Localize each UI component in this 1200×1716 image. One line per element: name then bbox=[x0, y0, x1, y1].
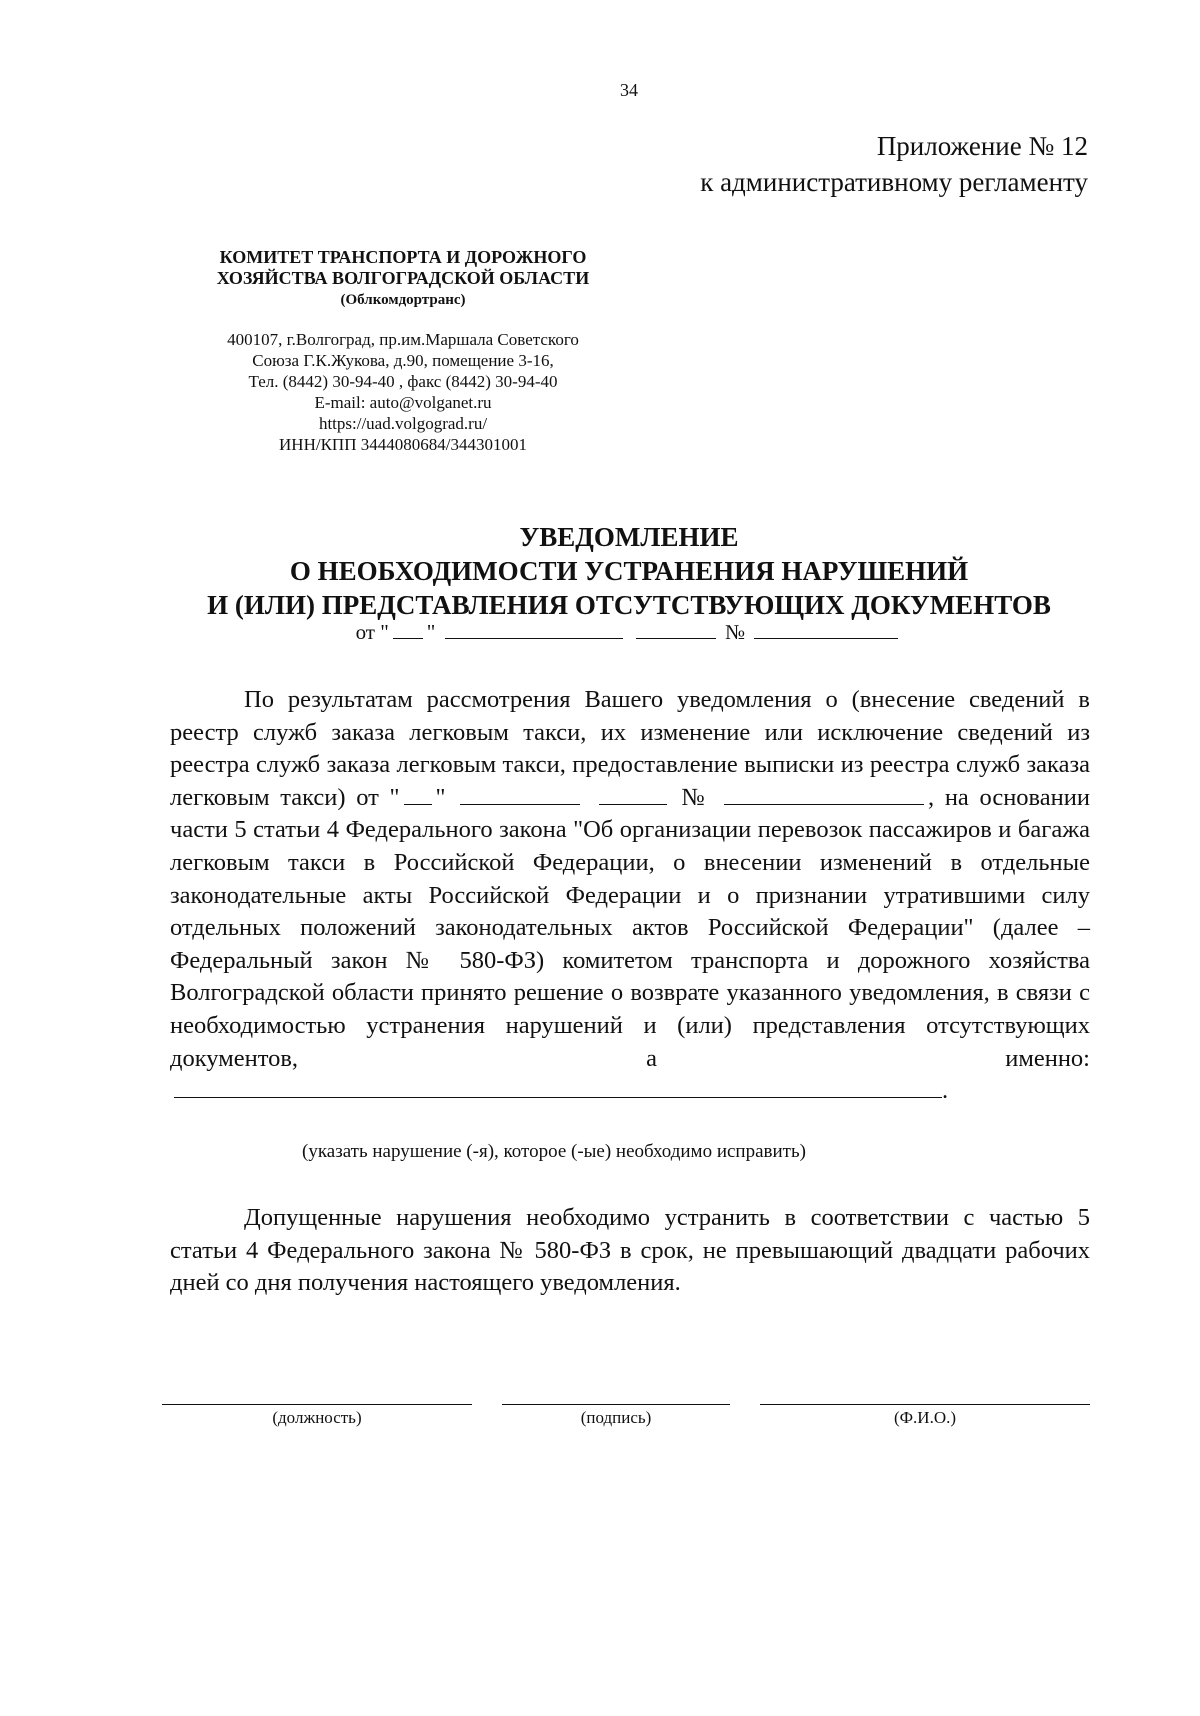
ref-month-blank bbox=[460, 786, 580, 805]
date-month-blank bbox=[445, 620, 623, 639]
org-contacts bbox=[186, 329, 620, 455]
number-blank bbox=[754, 620, 898, 639]
violation-blank bbox=[174, 1079, 942, 1098]
org-website: https://uad.volgograd.ru/ bbox=[318, 414, 488, 433]
title-line3: И (ИЛИ) ПРЕДСТАВЛЕНИЯ ОТСУТСТВУЮЩИХ ДОКУМЕНТОВ bbox=[207, 590, 1051, 620]
signature-sign bbox=[502, 1404, 730, 1428]
body1-end: . bbox=[942, 1077, 949, 1105]
body1-quote-close: " bbox=[435, 783, 446, 811]
body1-number-label: № bbox=[681, 783, 710, 811]
organization-block bbox=[186, 247, 620, 455]
signature-position bbox=[162, 1404, 472, 1428]
main-paragraph bbox=[170, 684, 1090, 1108]
date-number-line bbox=[0, 620, 1200, 645]
date-from-label: от " bbox=[355, 620, 389, 644]
ref-day-blank bbox=[404, 786, 432, 805]
org-inn: ИНН/КПП 3444080684/344301001 bbox=[279, 435, 527, 454]
org-short-name: (Облкомдортранс) bbox=[340, 292, 466, 308]
org-email: E-mail: auto@volganet.ru bbox=[314, 393, 492, 412]
ref-number-blank bbox=[724, 786, 924, 805]
date-day-blank bbox=[393, 620, 423, 639]
org-name-line2: ХОЗЯЙСТВА ВОЛГОГРАДСКОЙ ОБЛАСТИ bbox=[216, 268, 590, 288]
appendix-number: Приложение № 12 bbox=[876, 131, 1088, 161]
date-year-blank bbox=[636, 620, 716, 639]
position-caption: (должность) bbox=[162, 1404, 472, 1428]
signature-caption: (подпись) bbox=[502, 1404, 730, 1428]
date-quote-close: " bbox=[426, 620, 436, 644]
org-address-line1: 400107, г.Волгоград, пр.им.Маршала Советского bbox=[227, 330, 579, 349]
org-name-line1: КОМИТЕТ ТРАНСПОРТА И ДОРОЖНОГО bbox=[219, 247, 587, 267]
org-address-line2: Союза Г.К.Жукова, д.90, помещение 3-16, bbox=[252, 351, 554, 370]
title-line1: УВЕДОМЛЕНИЕ bbox=[519, 522, 739, 552]
body1-text-rest: , на основании части 5 статьи 4 Федерального закона "Об организации перевозок пассажиров и багажа легковым такси в Российской Федерации, о внесении изменений в отдельные законодательные акты Российской Федерации и о признании утратившими силу отдельных положений законодательных актов Российской Федерации" (далее – Федеральный закон № 580-ФЗ) комитетом транспорта и дорожного хозяйства Волгоградской области принято решение о возврате указанного уведомления, в связи с необходимостью устранения нарушений и (или) представления отсутствующих документов, а именно: bbox=[170, 783, 1091, 1072]
title-line2: О НЕОБХОДИМОСТИ УСТРАНЕНИЯ НАРУШЕНИЙ bbox=[289, 556, 969, 586]
ref-year-blank bbox=[599, 786, 667, 805]
appendix-reference: к административному регламенту bbox=[700, 167, 1088, 197]
name-caption: (Ф.И.О.) bbox=[760, 1404, 1090, 1428]
signature-name bbox=[760, 1404, 1090, 1428]
body1-text-start: По результатам рассмотрения Вашего уведомления о (внесение сведений в реестр служб заказа легковым такси, их изменение или исключение сведений из реестра служб заказа легковым такси, предоставление выписки из реестра служб заказа легковым такси) от " bbox=[170, 686, 1090, 811]
appendix-header bbox=[700, 128, 1088, 200]
body2-text: Допущенные нарушения необходимо устранить в соответствии с частью 5 статьи 4 Федерального закона № 580-ФЗ в срок, не превышающий двадцати рабочих дней со дня получения настоящего уведомления. bbox=[170, 1204, 1090, 1297]
deadline-paragraph bbox=[170, 1202, 1090, 1300]
number-label: № bbox=[725, 620, 746, 644]
page-number: 34 bbox=[620, 80, 638, 100]
violation-hint: (указать нарушение (-я), которое (-ые) необходимо исправить) bbox=[302, 1141, 806, 1162]
document-title bbox=[0, 520, 1200, 622]
org-phone: Тел. (8442) 30-94-40 , факс (8442) 30-94-40 bbox=[248, 372, 558, 391]
